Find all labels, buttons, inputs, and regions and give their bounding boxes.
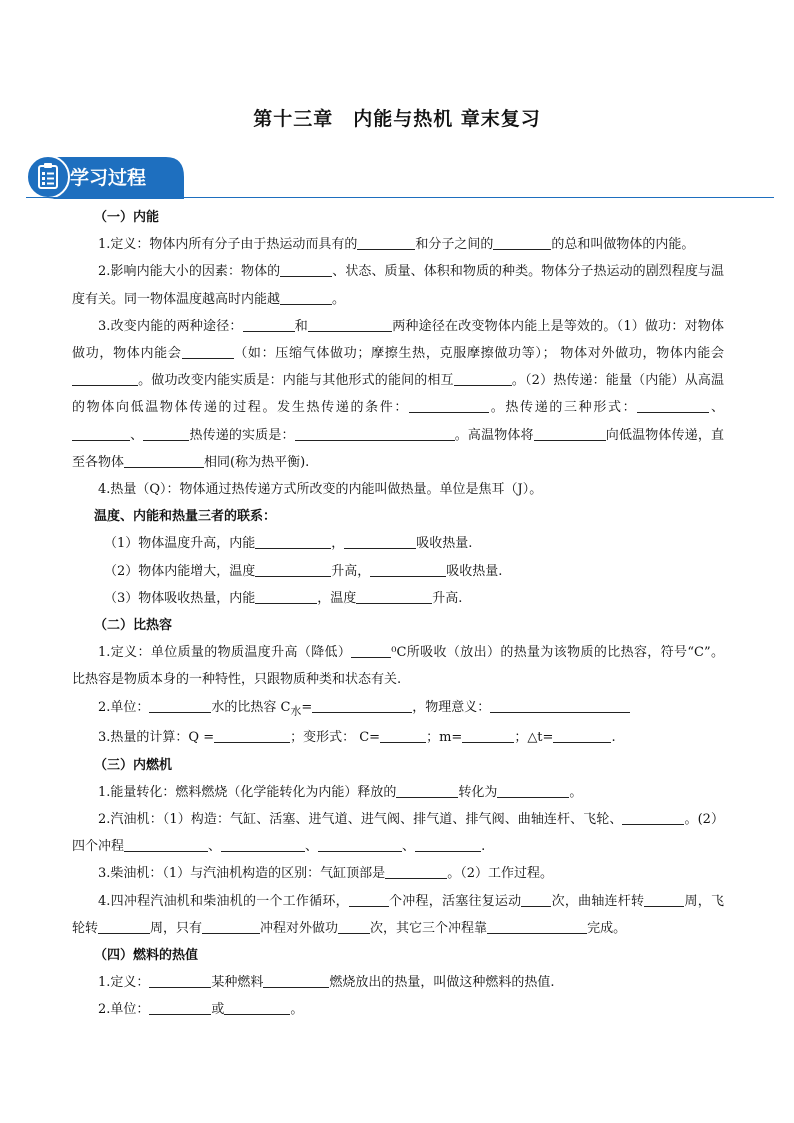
answer-blank[interactable] [521, 892, 551, 907]
paragraph: 1.定义： 某种燃料 燃烧放出的热量，叫做这种燃料的热值. [98, 975, 555, 991]
list-item: （3）物体吸收热量，内能 ，温度 升高. [104, 590, 463, 606]
section-heading: （三）内燃机 [94, 757, 173, 773]
answer-blank[interactable] [553, 728, 611, 743]
paragraph: 3.热量的计算：Q = ；变形式： C= ；m= ；△t= . [98, 730, 616, 746]
answer-blank[interactable] [312, 698, 412, 713]
answer-blank[interactable] [356, 589, 432, 604]
answer-blank[interactable] [490, 698, 630, 713]
answer-blank[interactable] [622, 810, 684, 825]
answer-blank[interactable] [263, 973, 329, 988]
answer-blank[interactable] [454, 371, 512, 386]
answer-blank[interactable] [149, 973, 211, 988]
list-item: （2）物体内能增大，温度 升高， 吸收热量. [104, 563, 503, 579]
answer-blank[interactable] [280, 262, 332, 277]
answer-blank[interactable] [182, 344, 234, 359]
paragraph: 3.改变内能的两种途径： 和 两种途径在改变物体内能上是等效的。（1）做功：对物体做功，物体内能会 （如：压缩气体做功；摩擦生热，克服摩擦做功等）； 物体对外做功，物体内能会。做功改变内能实质是：内能与其他形式的能间的相互 。（2）热传递：能量（内能）从高温的物体向低温物体传递的过程。发生热传递的条件： 。热传递的三种形式： 、、 热传递的实质是： 。高温物体将 向低温物体传递，直至各物体 相同(称为热平衡). [72, 318, 724, 470]
answer-blank[interactable] [98, 919, 150, 934]
answer-blank[interactable] [295, 426, 455, 441]
banner-label: 学习过程 [70, 167, 147, 189]
paragraph: 2.影响内能大小的因素：物体的 、状态、质量、体积和物质的种类。物体分子热运动的剧烈程度与温度有关。同一物体温度越高时内能越 。 [72, 264, 724, 307]
paragraph: 2.汽油机：（1）构造：气缸、活塞、进气道、进气阀、排气道、排气阀、曲轴连杆、飞轮、 。(2）四个冲程 、 、 、 . [72, 812, 725, 855]
answer-blank[interactable] [396, 783, 458, 798]
section-heading: （四）燃料的热值 [94, 948, 199, 964]
paragraph: 2.单位： 或 。 [98, 1002, 304, 1018]
answer-blank[interactable] [338, 919, 370, 934]
paragraph: 1.定义：单位质量的物质温度升高（降低） ⁰C所吸收（放出）的热量为该物质的比热容，符号“C”。 比热容是物质本身的一种特性，只跟物质种类和状态有关. [72, 645, 724, 688]
page-title: 第十三章 内能与热机 章末复习 [253, 108, 541, 130]
answer-blank[interactable] [349, 892, 389, 907]
answer-blank[interactable] [415, 837, 481, 852]
answer-blank[interactable] [493, 235, 551, 250]
answer-blank[interactable] [308, 317, 392, 332]
list-item: （1）物体温度升高，内能 ， 吸收热量. [104, 536, 473, 552]
answer-blank[interactable] [344, 534, 416, 549]
answer-blank[interactable] [143, 426, 189, 441]
paragraph: 4.四冲程汽油机和柴油机的一个工作循环， 个冲程，活塞往复运动 次，曲轴连杆转 周，飞轮转 周，只有 冲程对外做功 次，其它三个冲程靠 完成。 [72, 893, 724, 936]
section-heading: （一）内能 [94, 210, 160, 225]
answer-blank[interactable] [370, 562, 446, 577]
answer-blank[interactable] [255, 534, 331, 549]
answer-blank[interactable] [214, 728, 290, 743]
section-heading: （二）比热容 [94, 618, 173, 634]
answer-blank[interactable] [124, 837, 208, 852]
answer-blank[interactable] [462, 728, 514, 743]
answer-blank[interactable] [149, 1000, 211, 1015]
answer-blank[interactable] [487, 919, 587, 934]
answer-blank[interactable] [318, 837, 402, 852]
answer-blank[interactable] [124, 453, 204, 468]
answer-blank[interactable] [221, 837, 305, 852]
answer-blank[interactable] [202, 919, 260, 934]
answer-blank[interactable] [380, 728, 426, 743]
answer-blank[interactable] [72, 426, 130, 441]
answer-blank[interactable] [351, 643, 391, 658]
paragraph: 2.单位： 水的比热容 $C_水=$ ，物理意义： [72, 694, 724, 725]
answer-blank[interactable] [497, 783, 569, 798]
answer-blank[interactable] [637, 398, 709, 413]
answer-blank[interactable] [644, 892, 684, 907]
answer-blank[interactable] [409, 398, 489, 413]
paragraph: 4.热量（Q）：物体通过热传递方式所改变的内能叫做热量。单位是焦耳（J）。 [98, 482, 543, 498]
answer-blank[interactable] [280, 290, 332, 305]
answer-blank[interactable] [149, 698, 211, 713]
answer-blank[interactable] [255, 562, 331, 577]
paragraph: 3.柴油机：（1）与汽油机构造的区别：气缸顶部是 。（2）工作过程。 [98, 866, 553, 882]
answer-blank[interactable] [243, 317, 295, 332]
paragraph: 1.定义：物体内所有分子由于热运动而具有的 和分子之间的 的总和叫做物体的内能。 [98, 237, 695, 253]
answer-blank[interactable] [385, 864, 447, 879]
answer-blank[interactable] [534, 426, 606, 441]
answer-blank[interactable] [72, 371, 138, 386]
worksheet-content [72, 204, 724, 1024]
answer-blank[interactable] [255, 589, 317, 604]
subheading: 温度、内能和热量三者的联系： [94, 509, 277, 525]
banner-divider [26, 197, 774, 198]
answer-blank[interactable] [224, 1000, 290, 1015]
answer-blank[interactable] [357, 235, 415, 250]
paragraph: 1.能量转化：燃料燃烧（化学能转化为内能）释放的 转化为 。 [98, 784, 583, 800]
